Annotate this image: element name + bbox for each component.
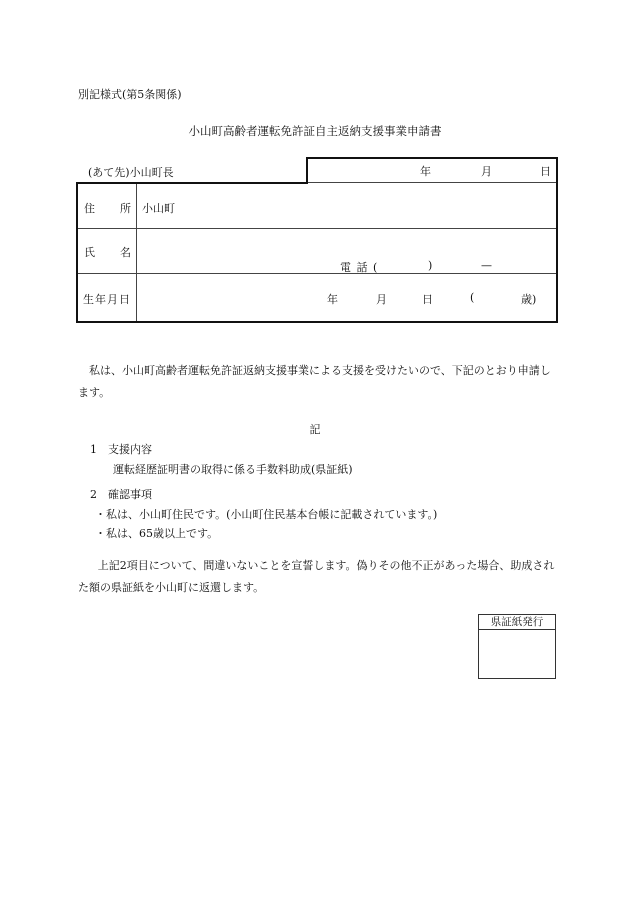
document-title: 小山町高齢者運転免許証自主返納支援事業申請書: [188, 124, 442, 138]
table-border-left: [76, 182, 78, 323]
table-border-bottom: [76, 321, 558, 323]
table-border-right: [556, 157, 558, 323]
table-border-top-left: [76, 182, 308, 184]
date-row-divider: [308, 182, 556, 183]
birthdate-label: 生年月日: [83, 293, 131, 306]
item1-heading: 1 支援内容: [90, 443, 152, 456]
declaration-text: 上記2項目について、間違いないことを宣誓します。偽りその他不正があった場合、助成された額の県証紙を小山町に返還します。: [78, 559, 555, 594]
date-day-label: 日: [540, 165, 551, 178]
address-label-2: 所: [120, 202, 131, 215]
address-label-1: 住: [84, 202, 95, 215]
request-statement: 私は、小山町高齢者運転免許証返納支援事業による支援を受けたいので、下記のとおり申請します。: [78, 364, 551, 399]
birth-month-label: 月: [376, 293, 387, 306]
address-value: 小山町: [142, 202, 175, 215]
name-label-2: 名: [120, 246, 131, 259]
ki-heading: 記: [309, 423, 321, 436]
birth-year-label: 年: [327, 293, 338, 306]
item2-heading: 2 確認事項: [90, 488, 152, 501]
form-number: 別記様式(第5条関係): [78, 88, 182, 101]
date-year-label: 年: [420, 165, 431, 178]
age-close-label: 歳): [521, 293, 537, 306]
age-open-paren: (: [470, 291, 475, 304]
phone-close: ): [428, 259, 433, 272]
label-column-divider: [136, 184, 137, 321]
row-divider-1: [78, 228, 556, 229]
birth-day-label: 日: [422, 293, 433, 306]
table-border-step: [306, 157, 308, 183]
item2-point1: ・私は、小山町住民です。(小山町住民基本台帳に記載されています。): [95, 508, 438, 521]
addressee: (あて先)小山町長: [88, 166, 174, 179]
row-divider-2: [78, 273, 556, 274]
stamp-label: 県証紙発行: [478, 614, 556, 630]
item2-point2: ・私は、65歳以上です。: [95, 527, 219, 540]
item1-detail: 運転経歴証明書の取得に係る手数料助成(県証紙): [113, 463, 353, 476]
date-month-label: 月: [481, 165, 492, 178]
phone-dash: —: [481, 259, 492, 272]
phone-label: 電 話 (: [340, 261, 379, 274]
name-label-1: 氏: [84, 246, 95, 259]
table-border-top-right: [306, 157, 558, 159]
